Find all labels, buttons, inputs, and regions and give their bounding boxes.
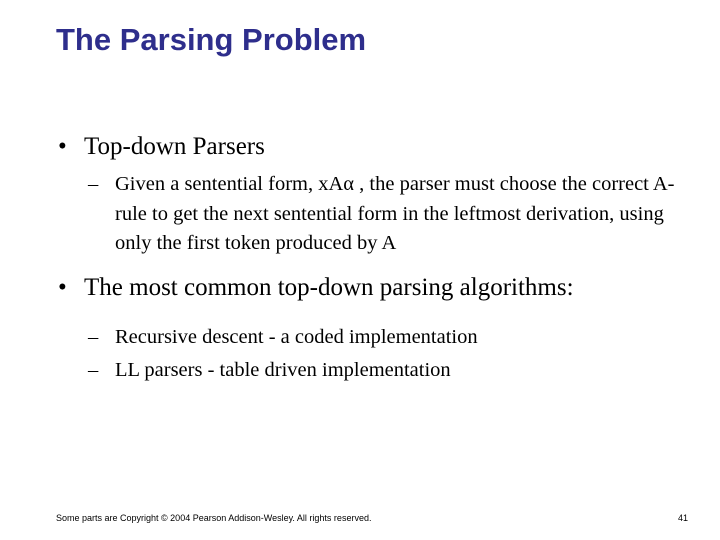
sub-bullet-dash-icon: – <box>88 325 99 348</box>
bullet-dot-icon: • <box>58 273 67 301</box>
slide-content <box>58 132 678 386</box>
page-number: 41 <box>677 513 688 523</box>
sub-bullet-text: Recursive descent - a coded implementation <box>115 325 478 348</box>
bullet-item <box>58 273 678 303</box>
bullet-text: Top-down Parsers <box>84 133 265 160</box>
sub-bullet-text: LL parsers - table driven implementation <box>115 359 451 381</box>
bullet-text: The most common top-down parsing algorithms: <box>84 273 574 301</box>
slide-title: The Parsing Problem <box>56 22 367 57</box>
sub-bullet-item <box>58 170 678 259</box>
sub-bullet-text: Given a sentential form, xAα , the parser must choose the correct A-rule to get the next sentential form in the leftmost derivation, using only the first token produced by A <box>115 173 675 254</box>
sub-bullet-item <box>58 356 678 386</box>
bullet-dot-icon: • <box>58 133 67 160</box>
sub-bullet-dash-icon: – <box>88 173 99 195</box>
sub-bullet-item <box>58 323 678 353</box>
sub-bullet-dash-icon: – <box>88 359 99 381</box>
copyright-footer: Some parts are Copyright © 2004 Pearson Addison-Wesley. All rights reserved. <box>56 513 372 523</box>
bullet-item <box>58 132 678 162</box>
